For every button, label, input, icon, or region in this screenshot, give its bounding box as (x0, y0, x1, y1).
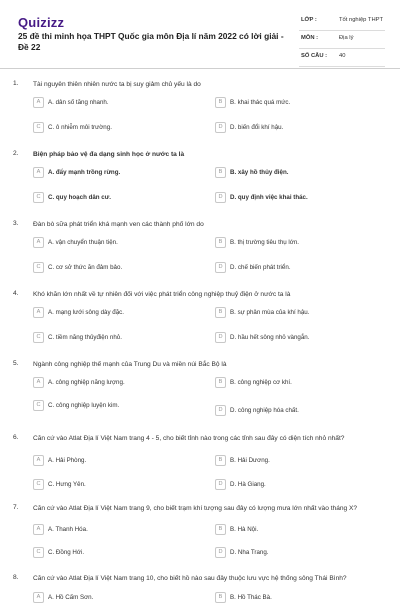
option-b[interactable] (215, 524, 365, 538)
option-letter-box: C (33, 400, 44, 411)
meta-row-grade (299, 13, 385, 31)
option-text: B. thị trường tiêu thụ lớn. (230, 239, 300, 246)
question-number: 3. (13, 220, 19, 227)
option-text: D. công nghiệp hóa chất. (230, 407, 299, 414)
option-text: B. công nghiệp cơ khí. (230, 379, 292, 386)
question-number: 1. (13, 80, 19, 87)
option-b[interactable] (215, 455, 365, 469)
meta-label: MÔN : (301, 35, 319, 41)
option-c[interactable] (33, 479, 183, 493)
option-letter-box: D (215, 122, 226, 133)
meta-value: 40 (339, 53, 346, 59)
option-letter-box: A (33, 97, 44, 108)
option-letter-box: C (33, 479, 44, 490)
option-d[interactable] (215, 479, 365, 493)
option-c[interactable] (33, 400, 183, 414)
question-text: Đàn bò sữa phát triển khá mạnh ven các thành phố lớn do (33, 221, 204, 228)
option-letter-box: A (33, 237, 44, 248)
meta-label: LỚP : (301, 17, 317, 23)
option-a[interactable] (33, 524, 183, 538)
option-text: A. Hồ Cấm Sơn. (48, 594, 94, 601)
quizizz-logo: Quizizz (18, 15, 65, 30)
option-d[interactable] (215, 547, 365, 561)
page-header (0, 0, 400, 70)
meta-table (299, 13, 385, 67)
meta-label: SỐ CÂU : (301, 53, 328, 59)
option-text: D. Nha Trang. (230, 549, 269, 556)
option-letter-box: D (215, 547, 226, 558)
option-a[interactable] (33, 455, 183, 469)
question-text: Ngành công nghiệp thế mạnh của Trung Du và miền núi Bắc Bộ là (33, 361, 227, 368)
option-text: A. mạng lưới sông dày đặc. (48, 309, 124, 316)
option-letter-box: B (215, 377, 226, 388)
option-a[interactable] (33, 377, 183, 391)
option-text: A. đẩy mạnh trồng rừng. (48, 169, 121, 176)
option-letter-box: C (33, 262, 44, 273)
question-text: Khó khăn lớn nhất về tự nhiên đối với việc phát triển công nghiệp thuỷ điện ở nước ta là (33, 291, 291, 298)
option-c[interactable] (33, 122, 183, 136)
option-letter-box: B (215, 592, 226, 603)
option-text: D. quy định việc khai thác. (230, 194, 308, 201)
option-letter-box: B (215, 524, 226, 535)
option-letter-box: D (215, 192, 226, 203)
option-text: B. Hải Dương. (230, 457, 270, 464)
option-letter-box: B (215, 97, 226, 108)
option-text: B. xây hồ thủy điện. (230, 169, 289, 176)
option-text: D. Hà Giang. (230, 481, 266, 488)
option-d[interactable] (215, 192, 365, 206)
question-number: 5. (13, 360, 19, 367)
option-a[interactable] (33, 237, 183, 251)
option-text: C. công nghiệp luyện kim. (48, 402, 120, 409)
option-letter-box: D (215, 262, 226, 273)
option-letter-box: A (33, 307, 44, 318)
option-c[interactable] (33, 332, 183, 346)
option-d[interactable] (215, 405, 365, 419)
option-text: C. Đồng Hới. (48, 549, 85, 556)
option-a[interactable] (33, 307, 183, 321)
option-letter-box: D (215, 405, 226, 416)
option-text: D. chế biến phát triển. (230, 264, 291, 271)
option-text: A. Thanh Hóa. (48, 526, 88, 533)
option-letter-box: D (215, 479, 226, 490)
meta-value: Địa lý (339, 35, 354, 41)
option-letter-box: C (33, 547, 44, 558)
option-text: C. ô nhiễm môi trường. (48, 124, 112, 131)
option-text: A. dân số tăng nhanh. (48, 99, 109, 106)
question-number: 4. (13, 290, 19, 297)
option-text: D. biến đổi khí hậu. (230, 124, 284, 131)
question-text: Căn cứ vào Atlat Địa lí Việt Nam trang 4 - 5, cho biết tỉnh nào trong các tỉnh sau đây có diện tích nhỏ nhất? (33, 435, 345, 442)
option-text: A. Hải Phòng. (48, 457, 87, 464)
header-divider (0, 68, 400, 69)
option-d[interactable] (215, 332, 365, 346)
option-d[interactable] (215, 262, 365, 276)
option-b[interactable] (215, 592, 365, 606)
option-letter-box: B (215, 237, 226, 248)
option-letter-box: C (33, 332, 44, 343)
option-letter-box: B (215, 167, 226, 178)
question-text: Biện pháp bảo vệ đa dạng sinh học ở nước ta là (33, 151, 185, 158)
option-b[interactable] (215, 167, 365, 181)
option-letter-box: D (215, 332, 226, 343)
option-text: B. Hồ Thác Bà. (230, 594, 272, 601)
option-letter-box: A (33, 377, 44, 388)
option-letter-box: A (33, 592, 44, 603)
option-letter-box: C (33, 122, 44, 133)
option-b[interactable] (215, 97, 365, 111)
option-letter-box: A (33, 524, 44, 535)
option-letter-box: A (33, 167, 44, 178)
question-text: Căn cứ vào Atlat Địa lí Việt Nam trang 9, cho biết trạm khí tượng sau đây có lượng mưa lớn nhất vào tháng X? (33, 505, 358, 512)
option-a[interactable] (33, 592, 183, 606)
option-text: A. công nghiệp năng lượng. (48, 379, 125, 386)
meta-row-question-count (299, 49, 385, 67)
option-a[interactable] (33, 97, 183, 111)
question-text: Căn cứ vào Atlat Địa lí Việt Nam trang 10, cho biết hồ nào sau đây thuộc lưu vực hệ thống sông Thái Bình? (33, 575, 347, 582)
option-b[interactable] (215, 307, 365, 321)
option-c[interactable] (33, 262, 183, 276)
option-text: C. tiềm năng thủyđiện nhỏ. (48, 334, 122, 341)
meta-row-subject (299, 31, 385, 49)
option-text: D. hầu hết sông nhỏ vàngắn. (230, 334, 310, 341)
option-text: A. vận chuyển thuận tiện. (48, 239, 118, 246)
question-number: 8. (13, 574, 19, 581)
option-a[interactable] (33, 167, 183, 181)
question-number: 7. (13, 504, 19, 511)
option-b[interactable] (215, 237, 365, 251)
option-d[interactable] (215, 122, 365, 136)
option-c[interactable] (33, 192, 183, 206)
page-title: 25 đề thi minh họa THPT Quốc gia môn Địa lí năm 2022 có lời giải - Đề 22 (18, 31, 284, 52)
option-letter-box: B (215, 307, 226, 318)
option-letter-box: B (215, 455, 226, 466)
question-number: 2. (13, 150, 19, 157)
question-number: 6. (13, 434, 19, 441)
question-text: Tài nguyên thiên nhiên nước ta bị suy giảm chủ yếu là do (33, 81, 201, 88)
option-c[interactable] (33, 547, 183, 561)
option-text: B. sự phân mùa của khí hậu. (230, 309, 310, 316)
option-b[interactable] (215, 377, 365, 391)
option-text: C. Hưng Yên. (48, 481, 86, 488)
meta-value: Tốt nghiệp THPT (339, 17, 384, 23)
option-letter-box: A (33, 455, 44, 466)
option-letter-box: C (33, 192, 44, 203)
option-text: B. khai thác quá mức. (230, 99, 291, 106)
option-text: C. quy hoạch dân cư. (48, 194, 111, 201)
option-text: B. Hà Nội. (230, 526, 259, 533)
option-text: C. cơ sở thức ăn đảm bảo. (48, 264, 123, 271)
